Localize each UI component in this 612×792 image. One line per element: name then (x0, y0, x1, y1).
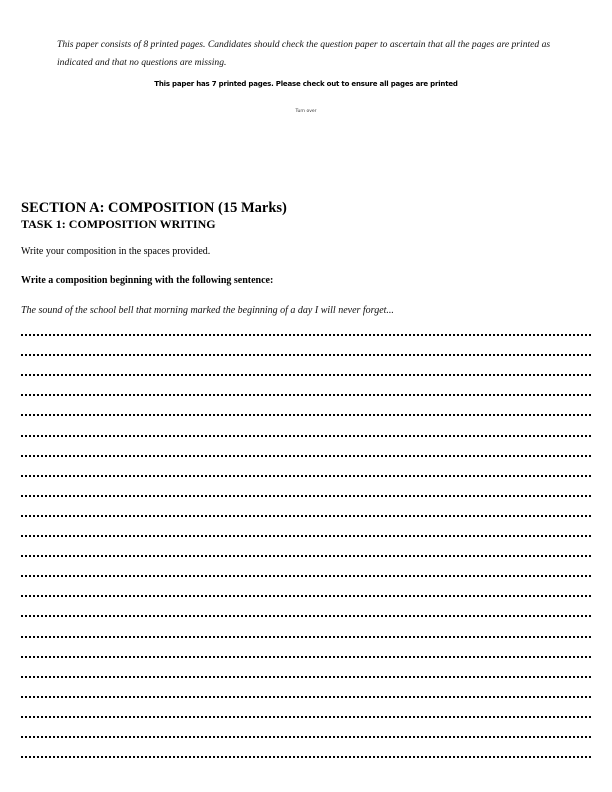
answer-line[interactable] (21, 316, 591, 336)
writing-instruction: Write your composition in the spaces provided. (21, 246, 211, 257)
composition-prompt-heading: Write a composition beginning with the following sentence: (21, 275, 274, 286)
answer-line[interactable] (21, 678, 591, 698)
task-title: TASK 1: COMPOSITION WRITING (21, 217, 216, 231)
answer-line[interactable] (21, 537, 591, 557)
answer-lines-area[interactable] (21, 316, 591, 758)
answer-line[interactable] (21, 336, 591, 356)
answer-line[interactable] (21, 437, 591, 457)
answer-line[interactable] (21, 577, 591, 597)
section-title: SECTION A: COMPOSITION (15 Marks) (21, 200, 287, 216)
answer-line[interactable] (21, 738, 591, 758)
printed-pages-notice: This paper has 7 printed pages. Please check out to ensure all pages are printed (154, 80, 458, 88)
answer-line[interactable] (21, 517, 591, 537)
answer-line[interactable] (21, 638, 591, 658)
answer-line[interactable] (21, 718, 591, 738)
answer-line[interactable] (21, 597, 591, 617)
answer-line[interactable] (21, 497, 591, 517)
answer-line[interactable] (21, 658, 591, 678)
answer-line[interactable] (21, 376, 591, 396)
answer-line[interactable] (21, 457, 591, 477)
starter-sentence: The sound of the school bell that morning marked the beginning of a day I will never forget... (21, 305, 394, 316)
page-count-instructions: This paper consists of 8 printed pages. Candidates should check the question paper to ascertain that all the pages are printed as indicated and that no questions are missing. (57, 38, 551, 68)
answer-line[interactable] (21, 617, 591, 637)
answer-line[interactable] (21, 416, 591, 436)
turn-over-note: Turn over (295, 109, 317, 114)
answer-line[interactable] (21, 557, 591, 577)
answer-line[interactable] (21, 477, 591, 497)
answer-line[interactable] (21, 356, 591, 376)
answer-line[interactable] (21, 698, 591, 718)
answer-line[interactable] (21, 396, 591, 416)
